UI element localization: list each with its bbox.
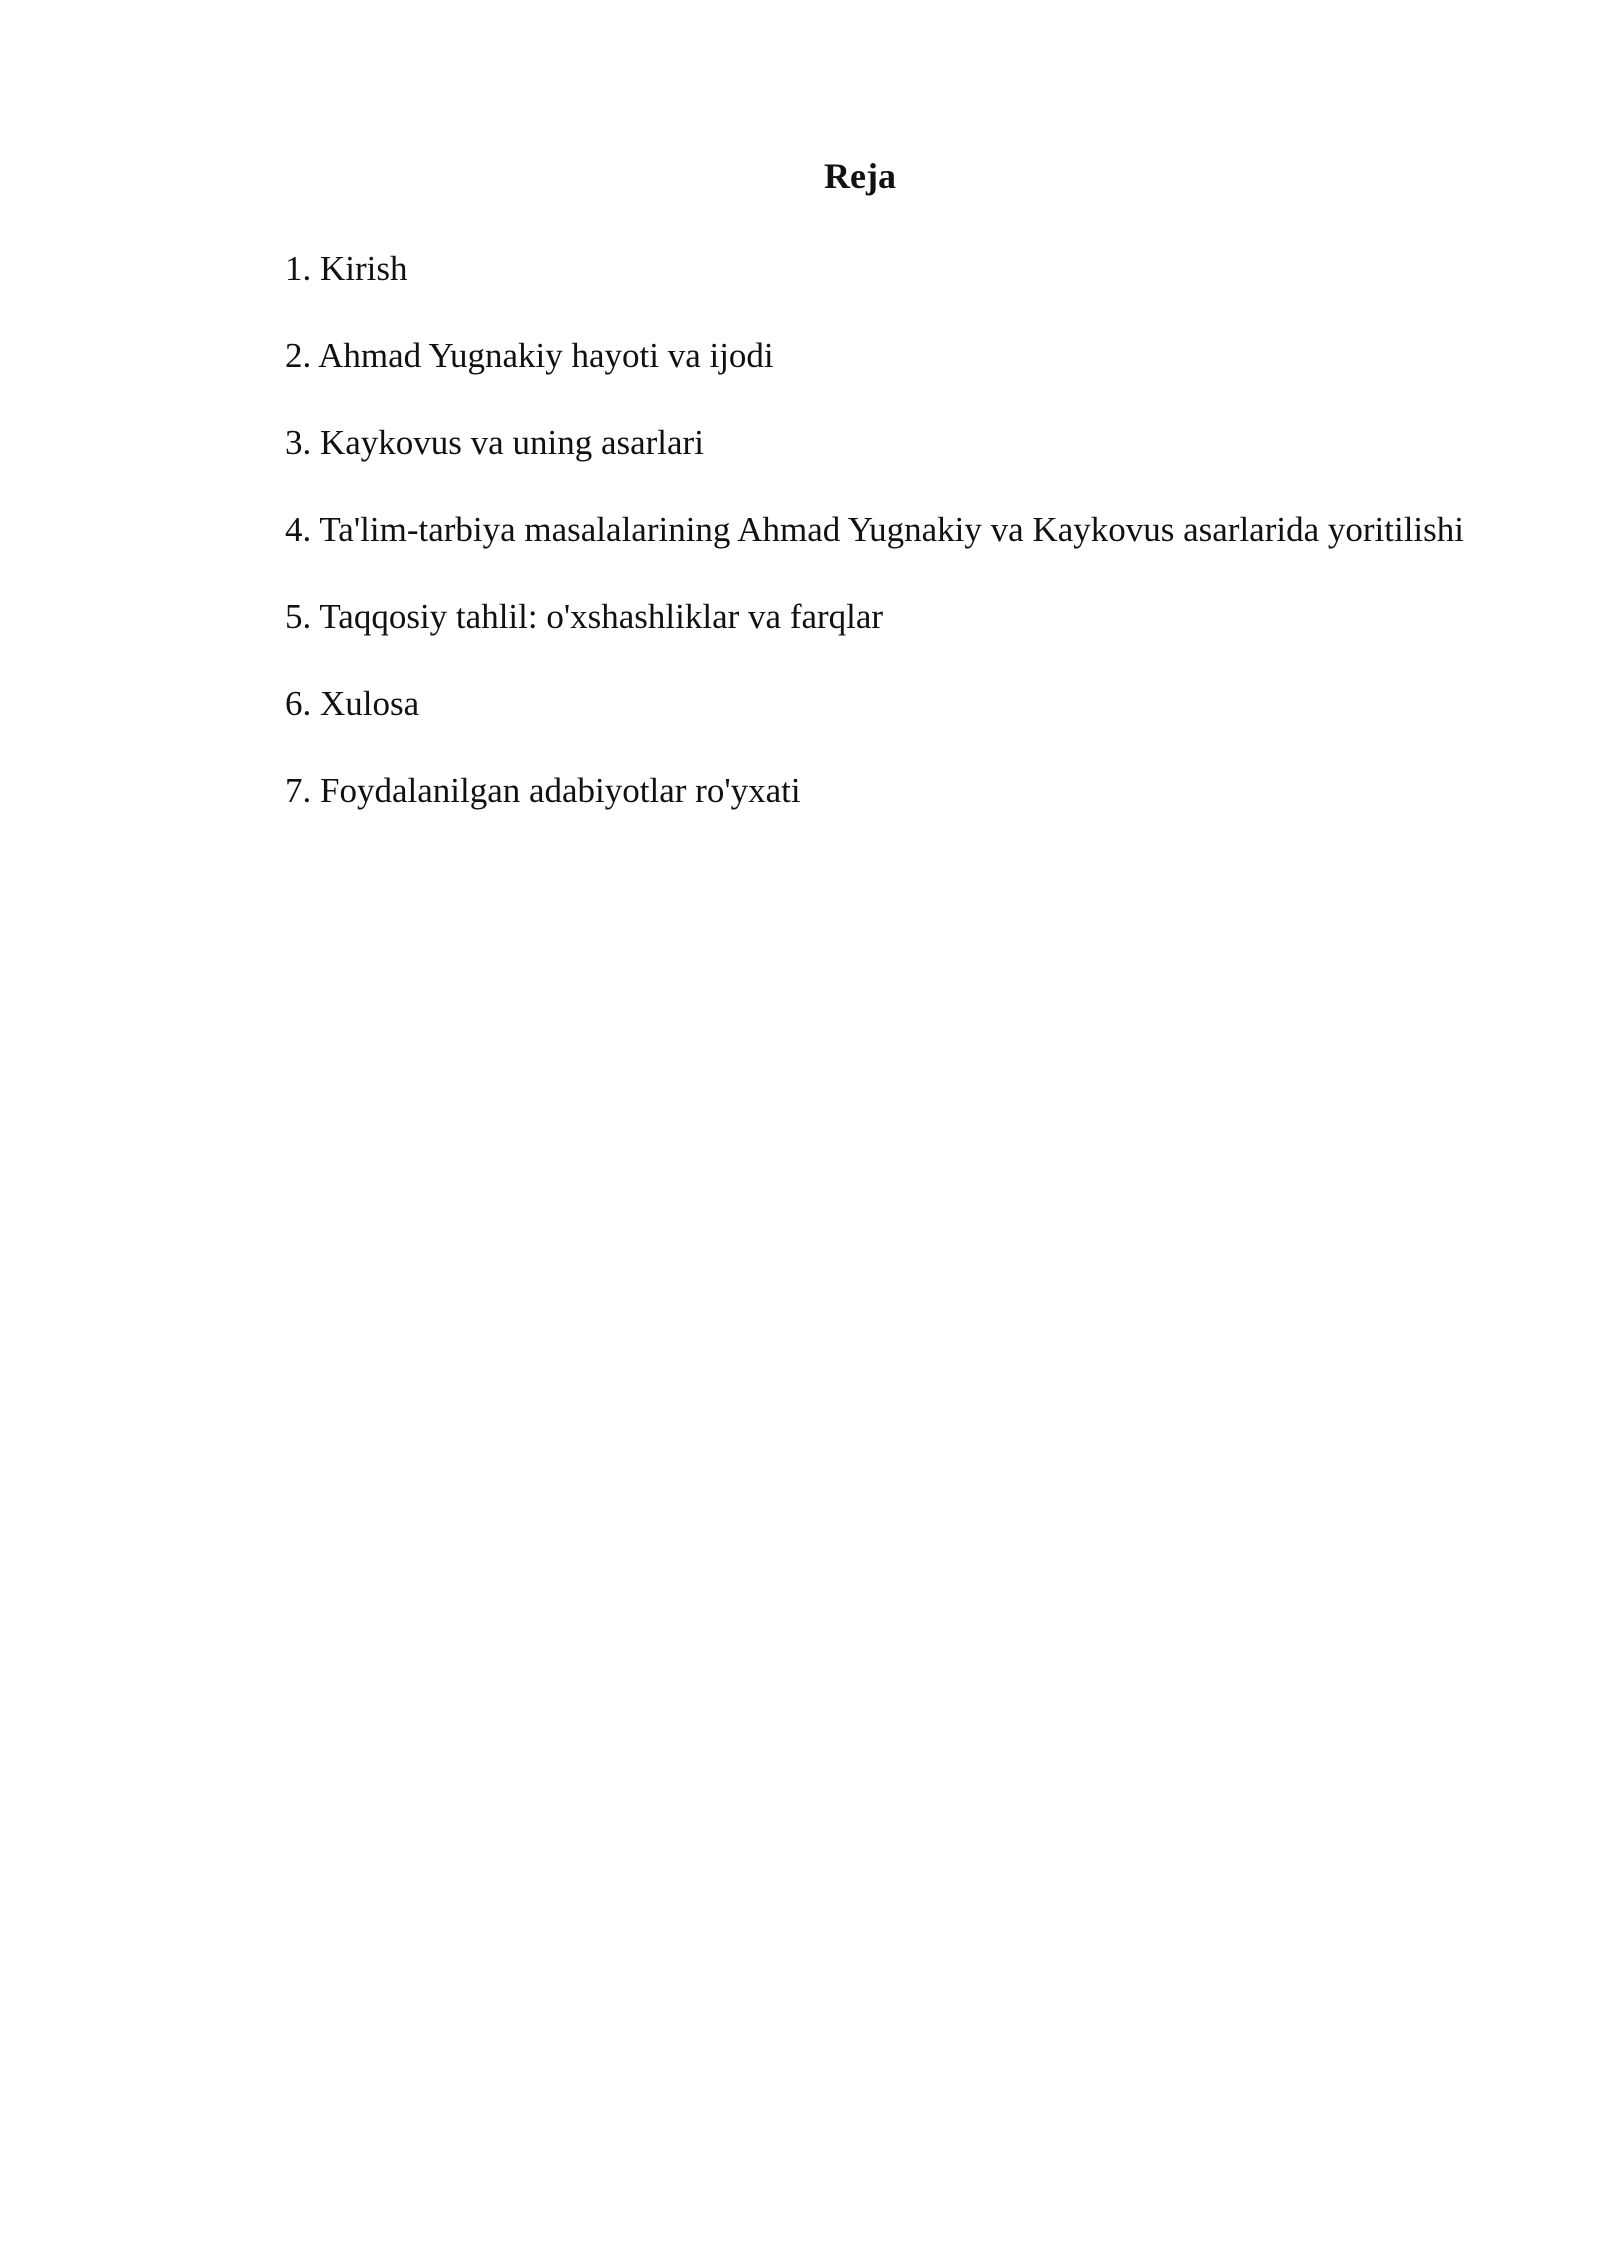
page-title: Reja: [824, 156, 896, 196]
list-item: 4. Ta'lim-tarbiya masalalarining Ahmad Yugnakiy va Kaykovus asarlarida yoritilishi: [285, 510, 1464, 549]
list-item: 6. Xulosa: [285, 684, 420, 723]
list-item: 5. Taqqosiy tahlil: o'xshashliklar va farqlar: [285, 597, 884, 636]
list-item: 2. Ahmad Yugnakiy hayoti va ijodi: [285, 336, 774, 375]
list-item: 1. Kirish: [285, 249, 408, 288]
list-item: 3. Kaykovus va uning asarlari: [285, 423, 704, 462]
list-item: 7. Foydalanilgan adabiyotlar ro'yxati: [285, 771, 801, 810]
plan-list: [230, 236, 1490, 845]
